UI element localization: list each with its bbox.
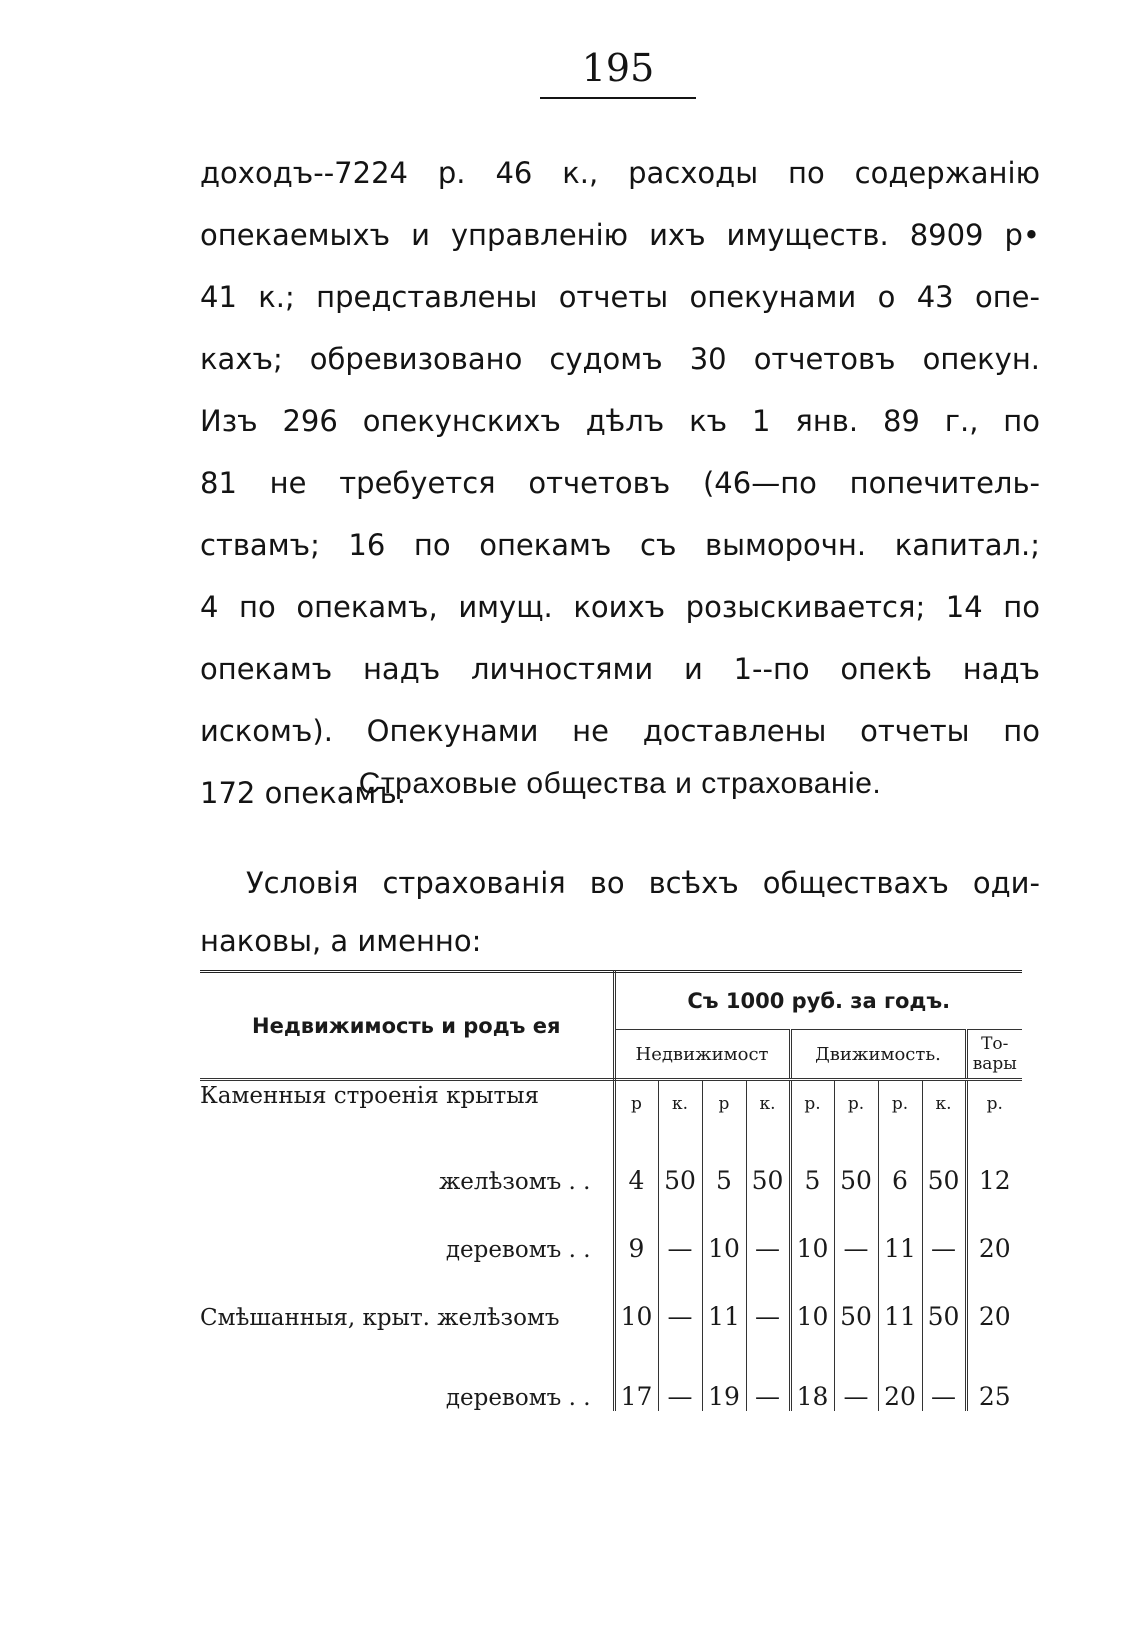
table-cell: 11 [702,1263,746,1331]
table-cell: 50 [834,1127,878,1195]
unit-header: к. [922,1080,966,1128]
row-name: Смѣшанныя, крыт. желѣзомъ [200,1263,614,1331]
page-number: 195 [581,46,655,90]
text-line: ствамъ; 16 по опекамъ съ выморочн. капитал.; [200,528,1040,562]
table-row [200,1263,1022,1331]
goods-header-text: То- вары [972,1034,1017,1074]
unit-header: р. [878,1080,922,1128]
section-heading: Страховые общества и страхованіе. [358,767,882,800]
body-paragraph [200,142,1040,824]
group-header-realty: Недвижимост [614,1030,790,1080]
table-cell: 50 [834,1263,878,1331]
intro-paragraph [200,854,1040,970]
table-cell: — [834,1331,878,1411]
page-number-rule [540,97,696,99]
table-cell: 6 [878,1127,922,1195]
table-cell: 9 [628,1234,645,1263]
table-cell: 50 [922,1263,966,1331]
rate-span-header: Съ 1000 руб. за годъ. [614,972,1022,1030]
text-line: 4 по опекамъ, имущ. коихъ розыскивается; 14 по [200,590,1040,624]
row-name: Каменныя строенія крытыя [200,1080,614,1128]
table-cell: 5 [790,1127,834,1195]
table-cell: — [658,1195,702,1263]
text-line: искомъ). Опекунами не доставлены отчеты по [200,714,1040,748]
table-cell: — [922,1331,966,1411]
text-line: Условія страхованія во всѣхъ обществахъ оди- [246,866,1040,900]
table-cell: 10 [620,1302,653,1331]
table-cell: 20 [878,1331,922,1411]
table-cell: 4 [628,1166,645,1195]
table-cell: 20 [966,1195,1022,1263]
table-cell: — [834,1195,878,1263]
table-cell: 20 [966,1263,1022,1331]
table-cell: 12 [966,1127,1022,1195]
table-cell: 50 [746,1127,790,1195]
table-cell: 11 [878,1195,922,1263]
table-cell: 25 [966,1331,1022,1411]
table-cell: 11 [878,1263,922,1331]
table-cell: — [658,1331,702,1411]
text-line: 81 не требуется отчетовъ (46—по попечитель- [200,466,1040,500]
table-cell: — [746,1331,790,1411]
row-name: желѣзомъ . . [200,1127,614,1195]
table-cell: 10 [790,1195,834,1263]
group-header-movables: Движимость. [790,1030,966,1080]
table-cell: — [922,1195,966,1263]
table-cell: — [658,1263,702,1331]
table-cell: 18 [790,1331,834,1411]
insurance-rates-table [200,970,1022,1411]
text-line: доходъ--7224 р. 46 к., расходы по содержанію [200,156,1040,190]
text-line: наковы, а именно: [200,924,482,958]
table-cell: 10 [702,1195,746,1263]
table-cell: 17 [620,1382,653,1411]
table-row [200,1127,1022,1195]
unit-header: р. [966,1080,1022,1128]
text-line: 172 опекамъ. [200,776,406,810]
table-cell: — [746,1263,790,1331]
table-cell: 10 [790,1263,834,1331]
group-header-goods [966,1030,1022,1080]
text-line: 41 к.; представлены отчеты опекунами о 43 опе- [200,280,1040,314]
table-cell: — [746,1195,790,1263]
unit-header: р. [790,1080,834,1128]
unit-header: к. [658,1080,702,1128]
table-cell: 5 [702,1127,746,1195]
table-row [200,1331,1022,1411]
unit-header: к. [746,1080,790,1128]
table-cell: 50 [922,1127,966,1195]
table-row [200,1195,1022,1263]
row-name: деревомъ . . [200,1331,614,1411]
table-cell: 19 [702,1331,746,1411]
text-line: кахъ; обревизовано судомъ 30 отчетовъ опекун. [200,342,1040,376]
row-name: деревомъ . . [200,1195,614,1263]
rowname-header: Недвижимость и родъ ея [200,972,614,1080]
unit-header: р [631,1094,642,1114]
text-line: Изъ 296 опекунскихъ дѣлъ къ 1 янв. 89 г., по [200,404,1040,438]
unit-header: р. [834,1080,878,1128]
unit-header: р [702,1080,746,1128]
text-line: опекаемыхъ и управленію ихъ имуществ. 8909 р• [200,218,1040,252]
text-line: опекамъ надъ личностями и 1--по опекѣ надъ [200,652,1040,686]
table-cell: 50 [658,1127,702,1195]
